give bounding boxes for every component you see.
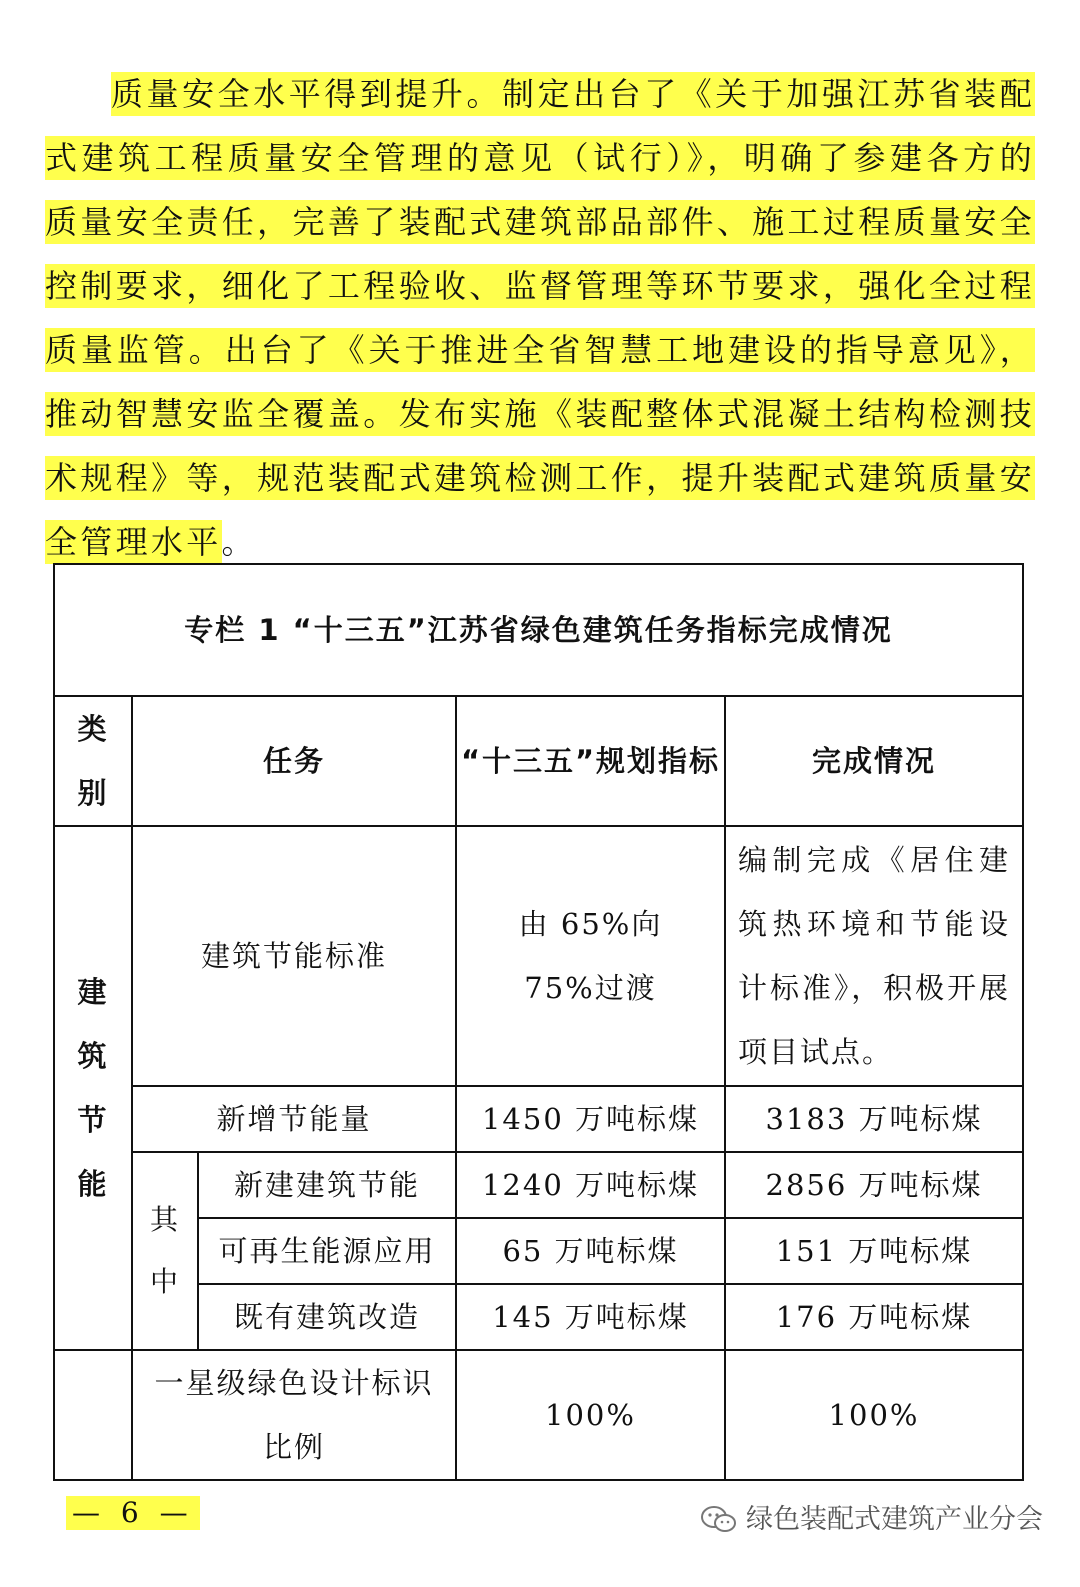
header-target: “十三五”规划指标 bbox=[456, 696, 725, 826]
task-cell: 新建建筑节能 bbox=[198, 1152, 456, 1218]
category-empty bbox=[54, 1350, 132, 1480]
task-cell: 建筑节能标准 bbox=[132, 826, 456, 1086]
sub-category-label: 其中 bbox=[132, 1152, 198, 1350]
page-number: — 6 — bbox=[66, 1496, 200, 1530]
task-cell: 一星级绿色设计标识比例 bbox=[132, 1350, 456, 1480]
task-cell: 既有建筑改造 bbox=[198, 1284, 456, 1350]
target-cell: 65 万吨标煤 bbox=[456, 1218, 725, 1284]
result-cell: 151 万吨标煤 bbox=[725, 1218, 1023, 1284]
task-cell: 新增节能量 bbox=[132, 1086, 456, 1152]
result-cell: 100% bbox=[725, 1350, 1023, 1480]
result-cell: 编制完成《居住建筑热环境和节能设计标准》，积极开展项目试点。 bbox=[725, 826, 1023, 1086]
target-cell: 1450 万吨标煤 bbox=[456, 1086, 725, 1152]
table-title: 专栏 1 “十三五”江苏省绿色建筑任务指标完成情况 bbox=[54, 564, 1023, 696]
result-cell: 3183 万吨标煤 bbox=[725, 1086, 1023, 1152]
watermark-text: 绿色装配式建筑产业分会 bbox=[746, 1504, 1043, 1535]
target-cell: 由 65%向 75%过渡 bbox=[456, 826, 725, 1086]
result-cell: 176 万吨标煤 bbox=[725, 1284, 1023, 1350]
target-cell: 145 万吨标煤 bbox=[456, 1284, 725, 1350]
paragraph-end-punct: 。 bbox=[221, 523, 257, 561]
result-cell: 2856 万吨标煤 bbox=[725, 1152, 1023, 1218]
highlighted-text: 质量安全水平得到提升。制定出台了《关于加强江苏省装配式建筑工程质量安全管理的意见（试行）》，明确了参建各方的质量安全责任，完善了装配式建筑部品部件、施工过程质量安全控制要求，细化了工程验收、监督管理等环节要求，强化全过程质量监管。出台了《关于推进全省智慧工地建设的指导意见》，推动智慧安监全覆盖。发布实施《装配整体式混凝土结构检测技术规程》等，规范装配式建筑检测工作，提升装配式建筑质量安全管理水平 bbox=[45, 72, 1035, 564]
target-cell: 1240 万吨标煤 bbox=[456, 1152, 725, 1218]
wechat-icon bbox=[700, 1505, 738, 1535]
header-task: 任务 bbox=[132, 696, 456, 826]
header-result: 完成情况 bbox=[725, 696, 1023, 826]
header-category: 类别 bbox=[54, 696, 132, 826]
category-energy-saving: 建筑节能 bbox=[54, 826, 132, 1350]
watermark bbox=[700, 1500, 1043, 1540]
body-paragraph bbox=[45, 62, 1035, 574]
target-cell: 100% bbox=[456, 1350, 725, 1480]
green-building-table bbox=[53, 563, 1024, 1481]
task-cell: 可再生能源应用 bbox=[198, 1218, 456, 1284]
